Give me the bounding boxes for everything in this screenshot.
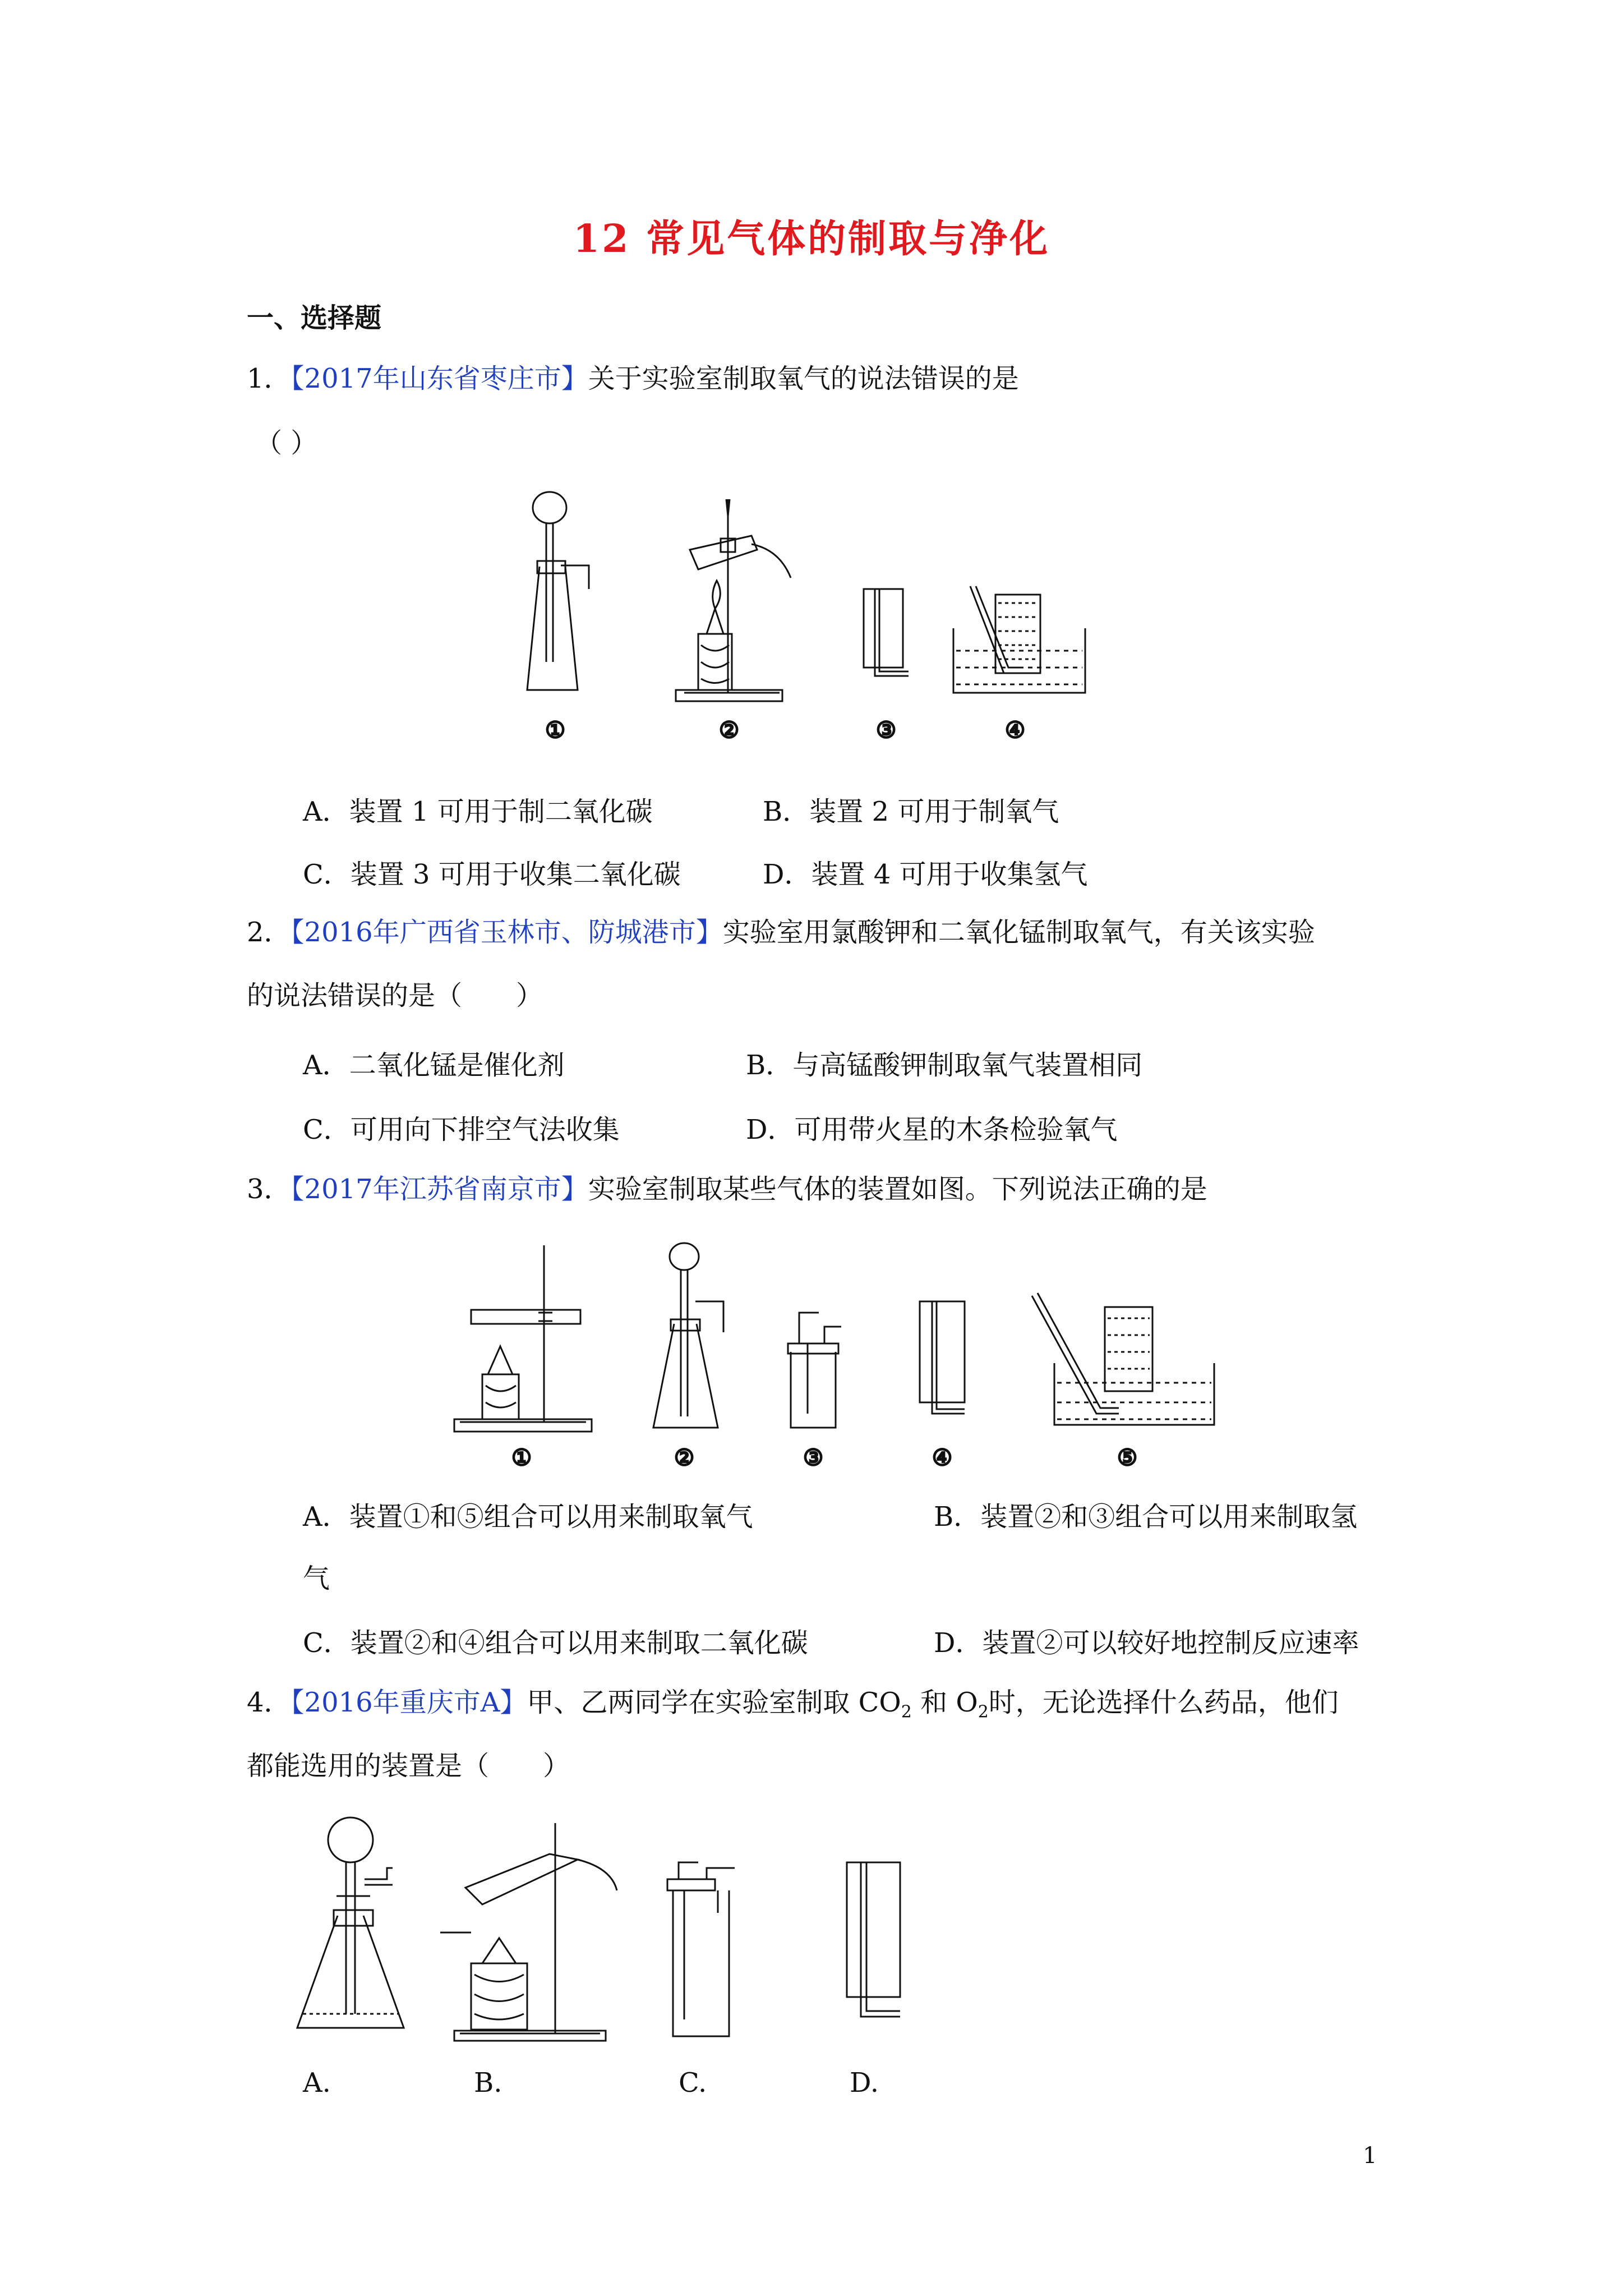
option-b-continued: 气 — [303, 1563, 330, 1594]
question-2-stem-line2: 的说法错误的是（ ） — [247, 980, 543, 1011]
option-a: A. — [303, 2067, 331, 2099]
figure-label: ① — [545, 717, 565, 743]
wash-bottle — [788, 1313, 841, 1428]
page-title: 12 常见气体的制取与净化 — [573, 217, 1050, 261]
question-number: 4． — [247, 1687, 291, 1718]
question-1-stem — [247, 362, 1019, 395]
option-c: C．装置②和④组合可以用来制取二氧化碳 — [303, 1627, 808, 1659]
option-d: D．可用带火星的木条检验氧气 — [746, 1114, 1118, 1145]
question-1-figure — [505, 482, 1122, 752]
question-3-stem — [247, 1172, 1207, 1206]
conical-flask-apparatus — [527, 492, 589, 690]
gas-collecting-bottle — [847, 1862, 900, 2017]
question-source: 【2017年山东省枣庄市】 — [291, 363, 588, 394]
figure-label: ③ — [876, 717, 896, 743]
option-c: C．装置 3 可用于收集二氧化碳 — [303, 859, 681, 890]
figure-label: ① — [511, 1445, 532, 1471]
option-a: A．二氧化锰是催化剂 — [303, 1050, 565, 1081]
question-4-stem-line2: 都能选用的装置是（ ） — [247, 1750, 570, 1782]
page-number: 1 — [1363, 2143, 1377, 2169]
question-text: 实验室制取某些气体的装置如图。下列说法正确的是 — [588, 1174, 1207, 1205]
water-trough-apparatus — [953, 586, 1085, 693]
option-c: C．可用向下排空气法收集 — [303, 1114, 620, 1145]
figure-label: ② — [674, 1445, 694, 1471]
answer-blank: （ ） — [255, 427, 318, 459]
conical-flask-apparatus — [297, 1818, 404, 2028]
option-b: B．装置②和③组合可以用来制取氢 — [934, 1501, 1358, 1533]
question-text: 实验室用氯酸钾和二氧化锰制取氧气，有关该实验 — [722, 917, 1315, 948]
question-number: 3． — [247, 1174, 291, 1205]
question-source: 【2016年重庆市A】 — [291, 1687, 527, 1718]
figure-label: ② — [719, 717, 739, 743]
question-text: 关于实验室制取氧气的说法错误的是 — [588, 363, 1019, 394]
option-b: B．与高锰酸钾制取氧气装置相同 — [746, 1050, 1143, 1081]
wash-bottle — [667, 1862, 735, 2036]
question-source: 【2016年广西省玉林市、防城港市】 — [291, 917, 723, 948]
question-number: 1． — [247, 363, 291, 394]
option-d: D．装置 4 可用于收集氢气 — [763, 859, 1088, 890]
gas-collecting-bottle — [920, 1301, 965, 1414]
option-d: D. — [850, 2067, 879, 2099]
question-3-figure — [449, 1234, 1245, 1475]
water-trough-apparatus — [1032, 1293, 1214, 1425]
conical-flask-apparatus — [653, 1243, 723, 1428]
question-2-stem — [247, 915, 1315, 949]
question-number: 2． — [247, 917, 291, 948]
option-a: A．装置 1 可用于制二氧化碳 — [303, 796, 653, 827]
option-d: D．装置②可以较好地控制反应速率 — [934, 1627, 1359, 1659]
heating-apparatus — [440, 1823, 617, 2041]
heating-apparatus — [454, 1245, 592, 1432]
figure-label: ③ — [803, 1445, 823, 1471]
option-b: B．装置 2 可用于制氧气 — [763, 796, 1059, 827]
option-a: A．装置①和⑤组合可以用来制取氧气 — [303, 1501, 753, 1533]
gas-collecting-bottle — [864, 589, 909, 676]
question-source: 【2017年江苏省南京市】 — [291, 1174, 588, 1205]
section-heading: 一、选择题 — [247, 302, 382, 334]
figure-label: ④ — [1005, 717, 1025, 743]
option-c: C. — [679, 2067, 707, 2099]
option-b: B. — [474, 2067, 502, 2099]
figure-label: ⑤ — [1117, 1445, 1137, 1471]
question-4-stem: 4．【2016年重庆市A】甲、乙两同学在实验室制取 $CO_2$ 和 $O_2$时，无论选择什么药品，他们 — [247, 1687, 1339, 1722]
question-4-figure — [286, 1806, 959, 2053]
heating-apparatus — [676, 499, 791, 701]
figure-label: ④ — [932, 1445, 952, 1471]
